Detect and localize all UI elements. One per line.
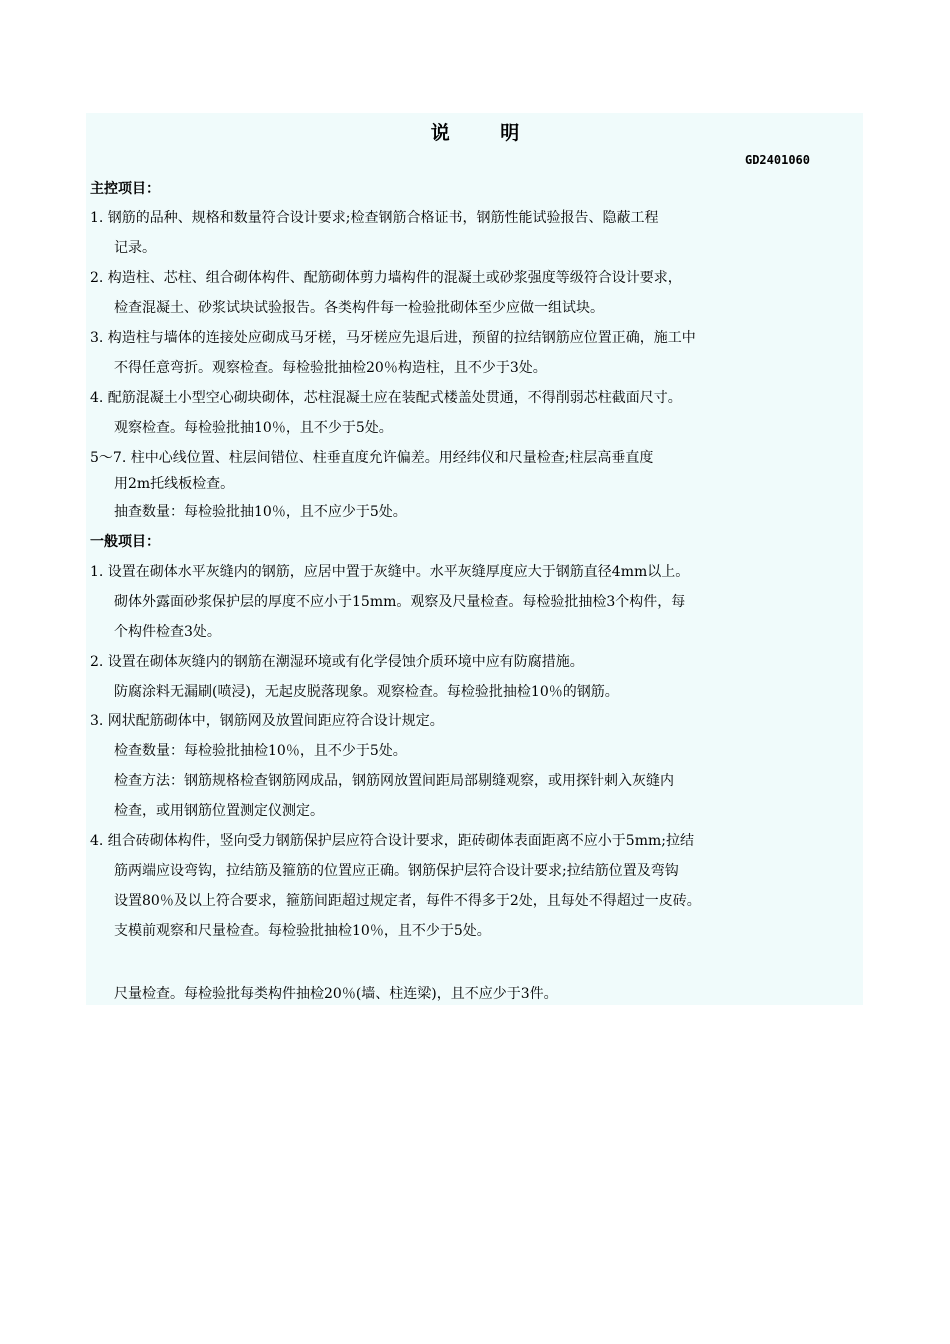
general-item-3-line-2: 检查数量：每检验批抽检10％，且不少于5处。 — [114, 743, 407, 759]
general-heading: 一般项目： — [90, 534, 160, 550]
main-item-1-line-2: 记录。 — [114, 240, 156, 256]
general-item-1-line-1: 1. 设置在砌体水平灰缝内的钢筋，应居中置于灰缝中。水平灰缝厚度应大于钢筋直径4mm以上。 — [90, 564, 690, 580]
main-item-3-line-2: 不得任意弯折。观察检查。每检验批抽检20％构造柱，且不少于3处。 — [114, 360, 547, 376]
main-item-2-line-2: 检查混凝土、砂浆试块试验报告。各类构件每一检验批砌体至少应做一组试块。 — [114, 300, 604, 316]
main-item-4-line-1: 4. 配筋混凝土小型空心砌块砌体，芯柱混凝土应在装配式楼盖处贯通，不得削弱芯柱截面尺寸。 — [90, 390, 682, 406]
general-item-2-line-2: 防腐涂料无漏刷(喷浸)，无起皮脱落现象。观察检查。每检验批抽检10％的钢筋。 — [114, 684, 619, 700]
general-item-3-line-3: 检查方法：钢筋规格检查钢筋网成品，钢筋网放置间距局部剔缝观察，或用探针刺入灰缝内 — [114, 773, 674, 789]
main-item-2-line-1: 2. 构造柱、芯柱、组合砌体构件、配筋砌体剪力墙构件的混凝土或砂浆强度等级符合设计要求， — [90, 270, 682, 286]
general-item-4-line-4: 支模前观察和尺量检查。每检验批抽检10％，且不少于5处。 — [114, 923, 491, 939]
general-item-3-line-1: 3. 网状配筋砌体中，钢筋网及放置间距应符合设计规定。 — [90, 713, 444, 729]
general-item-1-line-3: 个构件检查3处。 — [114, 624, 221, 640]
general-item-1-line-2: 砌体外露面砂浆保护层的厚度不应小于15mm。观察及尺量检查。每检验批抽检3个构件，每 — [114, 594, 686, 610]
main-item-5-line-1: 5～7. 柱中心线位置、柱层间错位、柱垂直度允许偏差。用经纬仪和尺量检查;柱层高垂直度 — [90, 450, 654, 466]
main-item-3-line-1: 3. 构造柱与墙体的连接处应砌成马牙槎，马牙槎应先退后进，预留的拉结钢筋应位置正确，施工中 — [90, 330, 696, 346]
general-item-4-line-1: 4. 组合砖砌体构件，竖向受力钢筋保护层应符合设计要求，距砖砌体表面距离不应小于5mm;拉结 — [90, 833, 694, 849]
main-heading: 主控项目： — [90, 181, 160, 197]
main-item-1-line-1: 1. 钢筋的品种、规格和数量符合设计要求;检查钢筋合格证书，钢筋性能试验报告、隐蔽工程 — [90, 210, 659, 226]
general-footer: 尺量检查。每检验批每类构件抽检20％(墙、柱连梁)，且不应少于3件。 — [114, 986, 558, 1002]
main-item-5-line-2: 用2m托线板检查。 — [114, 476, 235, 492]
main-item-5-line-3: 抽查数量：每检验批抽10％，且不应少于5处。 — [114, 504, 407, 520]
general-item-4-line-3: 设置80％及以上符合要求，箍筋间距超过规定者，每件不得多于2处，且每处不得超过一皮砖。 — [114, 893, 701, 909]
main-item-4-line-2: 观察检查。每检验批抽10％，且不少于5处。 — [114, 420, 393, 436]
general-item-4-line-2: 筋两端应设弯钩，拉结筋及箍筋的位置应正确。钢筋保护层符合设计要求;拉结筋位置及弯钩 — [114, 863, 679, 879]
general-item-2-line-1: 2. 设置在砌体灰缝内的钢筋在潮湿环境或有化学侵蚀介质环境中应有防腐措施。 — [90, 654, 584, 670]
page-title: 说 明 — [430, 122, 542, 144]
general-item-3-line-4: 检查，或用钢筋位置测定仪测定。 — [114, 803, 324, 819]
drawing-code: GD2401060 — [744, 153, 810, 167]
